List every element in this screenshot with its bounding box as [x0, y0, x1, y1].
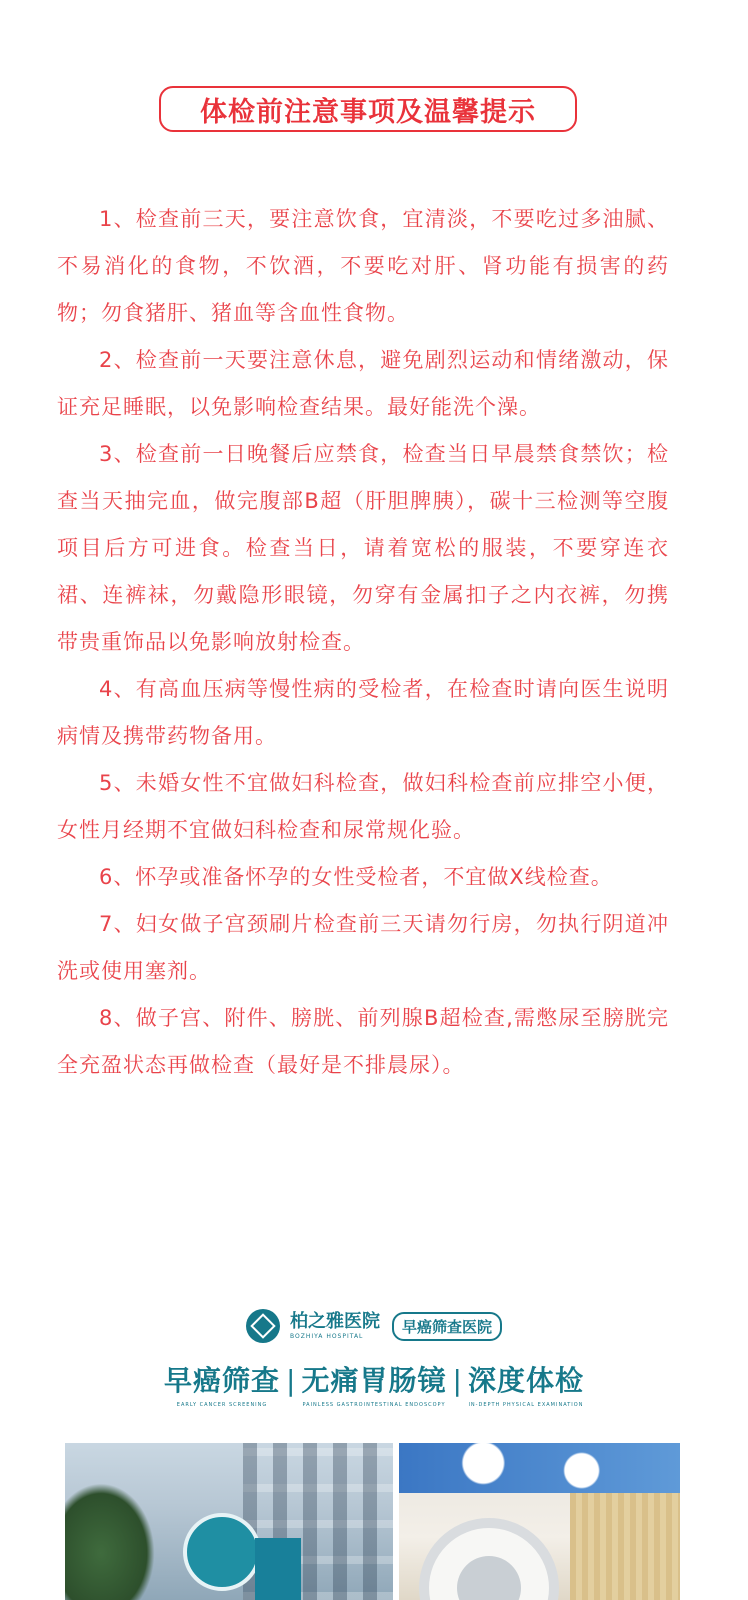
notice-item: 1、检查前三天，要注意饮食，宜清淡，不要吃过多油腻、不易消化的食物，不饮酒，不要吃对肝、肾功能有损害的药物；勿食猪肝、猪血等含血性食物。	[57, 207, 669, 325]
notice-item: 8、做子宫、附件、膀胱、前列腺B超检查,需憋尿至膀胱完全充盈状态再做检查（最好是不排晨尿）。	[57, 1006, 669, 1077]
hospital-tag-badge: 早癌筛查医院	[392, 1312, 502, 1341]
notice-list	[57, 196, 669, 1089]
ct-room-photo	[399, 1443, 680, 1600]
service-divider: |	[286, 1364, 296, 1397]
notice-item: 6、怀孕或准备怀孕的女性受检者，不宜做X线检查。	[99, 865, 613, 889]
tree-shape	[65, 1483, 155, 1600]
notice-item: 7、妇女做子宫颈刷片检查前三天请勿行房，勿执行阴道冲洗或使用塞剂。	[57, 912, 669, 983]
notice-item: 5、未婚女性不宜做妇科检查，做妇科检查前应排空小便，女性月经期不宜做妇科检查和尿常规化验。	[57, 771, 669, 842]
service-subtitle-en: PAINLESS GASTROINTESTINAL ENDOSCOPY	[302, 1402, 446, 1408]
notice-item: 4、有高血压病等慢性病的受检者，在检查时请向医生说明病情及携带药物备用。	[57, 677, 669, 748]
sky-ceiling-panel	[399, 1443, 680, 1493]
ct-scanner-shape	[419, 1518, 559, 1600]
hospital-name-block	[289, 1310, 380, 1340]
service-title: 无痛胃肠镜	[301, 1364, 447, 1397]
service-item	[301, 1364, 446, 1408]
service-divider: |	[452, 1364, 462, 1397]
hospital-logo-icon	[246, 1309, 280, 1343]
service-title: 早癌筛查	[164, 1364, 281, 1397]
service-item	[468, 1364, 584, 1408]
services-banner	[0, 1364, 748, 1408]
hospital-sign-panel	[255, 1538, 301, 1600]
hospital-name-en: BOZHIYA HOSPITAL	[289, 1332, 364, 1340]
wood-wall-panel	[570, 1493, 680, 1600]
page-title: 体检前注意事项及温馨提示	[159, 86, 577, 132]
service-item	[164, 1364, 280, 1408]
hospital-brand	[0, 1304, 748, 1348]
hospital-sign-logo	[183, 1513, 261, 1591]
service-subtitle-en: IN-DEPTH PHYSICAL EXAMINATION	[468, 1402, 584, 1408]
service-subtitle-en: EARLY CANCER SCREENING	[176, 1402, 268, 1408]
notice-item: 2、检查前一天要注意休息，避免剧烈运动和情绪激动，保证充足睡眠，以免影响检查结果。最好能洗个澡。	[57, 348, 669, 419]
hospital-building-photo	[65, 1443, 393, 1600]
notice-item: 3、检查前一日晚餐后应禁食，检查当日早晨禁食禁饮；检查当天抽完血，做完腹部B超（肝胆脾胰），碳十三检测等空腹项目后方可进食。检查当日，请着宽松的服装，不要穿连衣裙、连裤袜，勿戴隐形眼镜，勿穿有金属扣子之内衣裤，勿携带贵重饰品以免影响放射检查。	[57, 442, 669, 654]
service-title: 深度体检	[467, 1364, 584, 1397]
hospital-name: 柏之雅医院	[289, 1310, 380, 1332]
